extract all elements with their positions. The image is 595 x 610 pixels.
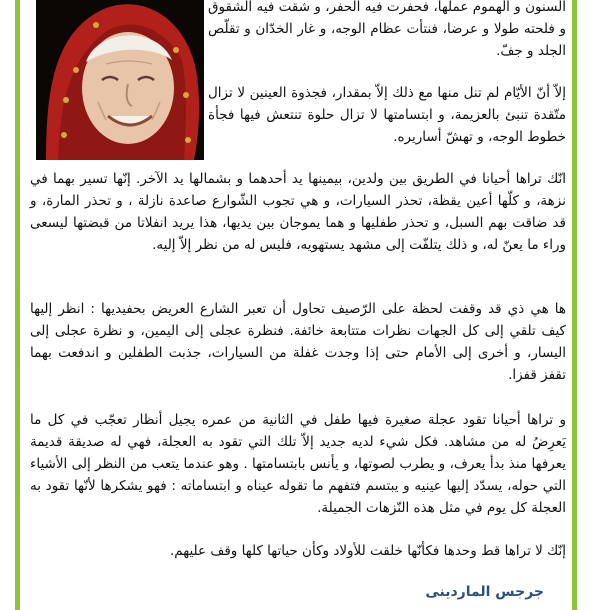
right-border-bar (572, 0, 577, 610)
paragraph-6: إنّك لا تراها قط وحدها فكأنّها خلقت للأولاد وكأن حياتها كلها وقف عليهم. (169, 543, 566, 559)
author-name: جرجس الماردينى (425, 584, 544, 600)
paragraph-1: السنون و الهموم عملها، فحفرت فيه الحفر، و شقت فيه الشقوق و فلحته طولا و عرضا، فنتأت عظام الوجه، و غار الخدّان و تقلّص الجلد و جفّ. (208, 0, 566, 59)
paragraph-4: ها هي ذي قد وقفت لحظة على الرّصيف تحاول أن تعبر الشارع العريض بحفيديها : انظر إليها كيف تلقي إلى كل الجهات نظرات متتابعة خائفة. فنظرة عجلى إلى اليمين، و نظرة عجلى إلى اليسار، و أخرى إلى الأمام حتى إذا وجدت غفلة من السيارات، جذبت الطفلين و اندفعت بهما تقفز قفزا. (30, 301, 566, 383)
left-border-bar (15, 0, 20, 610)
portrait-illustration (36, 0, 204, 160)
paragraph-5: و تراها أحيانا تقود عجلة صغيرة فيها طفل في الثانية من عمره يجيل أنظار تعجّب في كل ما يَعرِضُ له من مشاهد. فكل شيء لديه جديد إلاّ تلك التي تقود به العجلة، فهي له صديقة قديمة يعرفها منذ بدأ يعرف، و يطرب لصوتها، و يأنس بابتسامتها . وهو عندما يتعب من النظر إلى الأشياء التي حوله، يسدّد إليها عينيه و يبتسم فتفهم ما تقوله عيناه و ابتساماته : فهو يشكرها لأنّها تقود به العجلة كل يوم في مثل هذه النّزهات الجميلة. (30, 412, 566, 516)
paragraph-2: إلاّ أنّ الأيّام لم تنل منها مع ذلك إلاّ بمقدار، فجذوة العينين لا تزال متّقدة تنبئ بالعزيمة، و ابتسامتها لا تزال حلوة تنتعش فيها فجأة خطوط الوجه، و تهشّ أساريره. (208, 85, 566, 145)
paragraph-3: انّك تراها أحيانا في الطريق بين ولدين، بيمينها يد أحدهما و بشمالها يد الآخر. إنّها تسير بهما في نزهة، و كلّها أعين يقظة، تحذر السيارات، و هي تجوب الشّوارع صاعدة نازلة ، و تحذر المارة، و قد ضاقت بهم السبل، و تحذر طفليها و هما يموجان بين يديها، هذا يريد انفلاتا من قبضتها ليسعى وراء ما يعنّ له، و ذلك يتلفّت إلى مشهد يستهويه، فليس له من نظر إلاّ إليه. (30, 171, 566, 253)
grandmother-portrait-icon (36, 0, 204, 160)
